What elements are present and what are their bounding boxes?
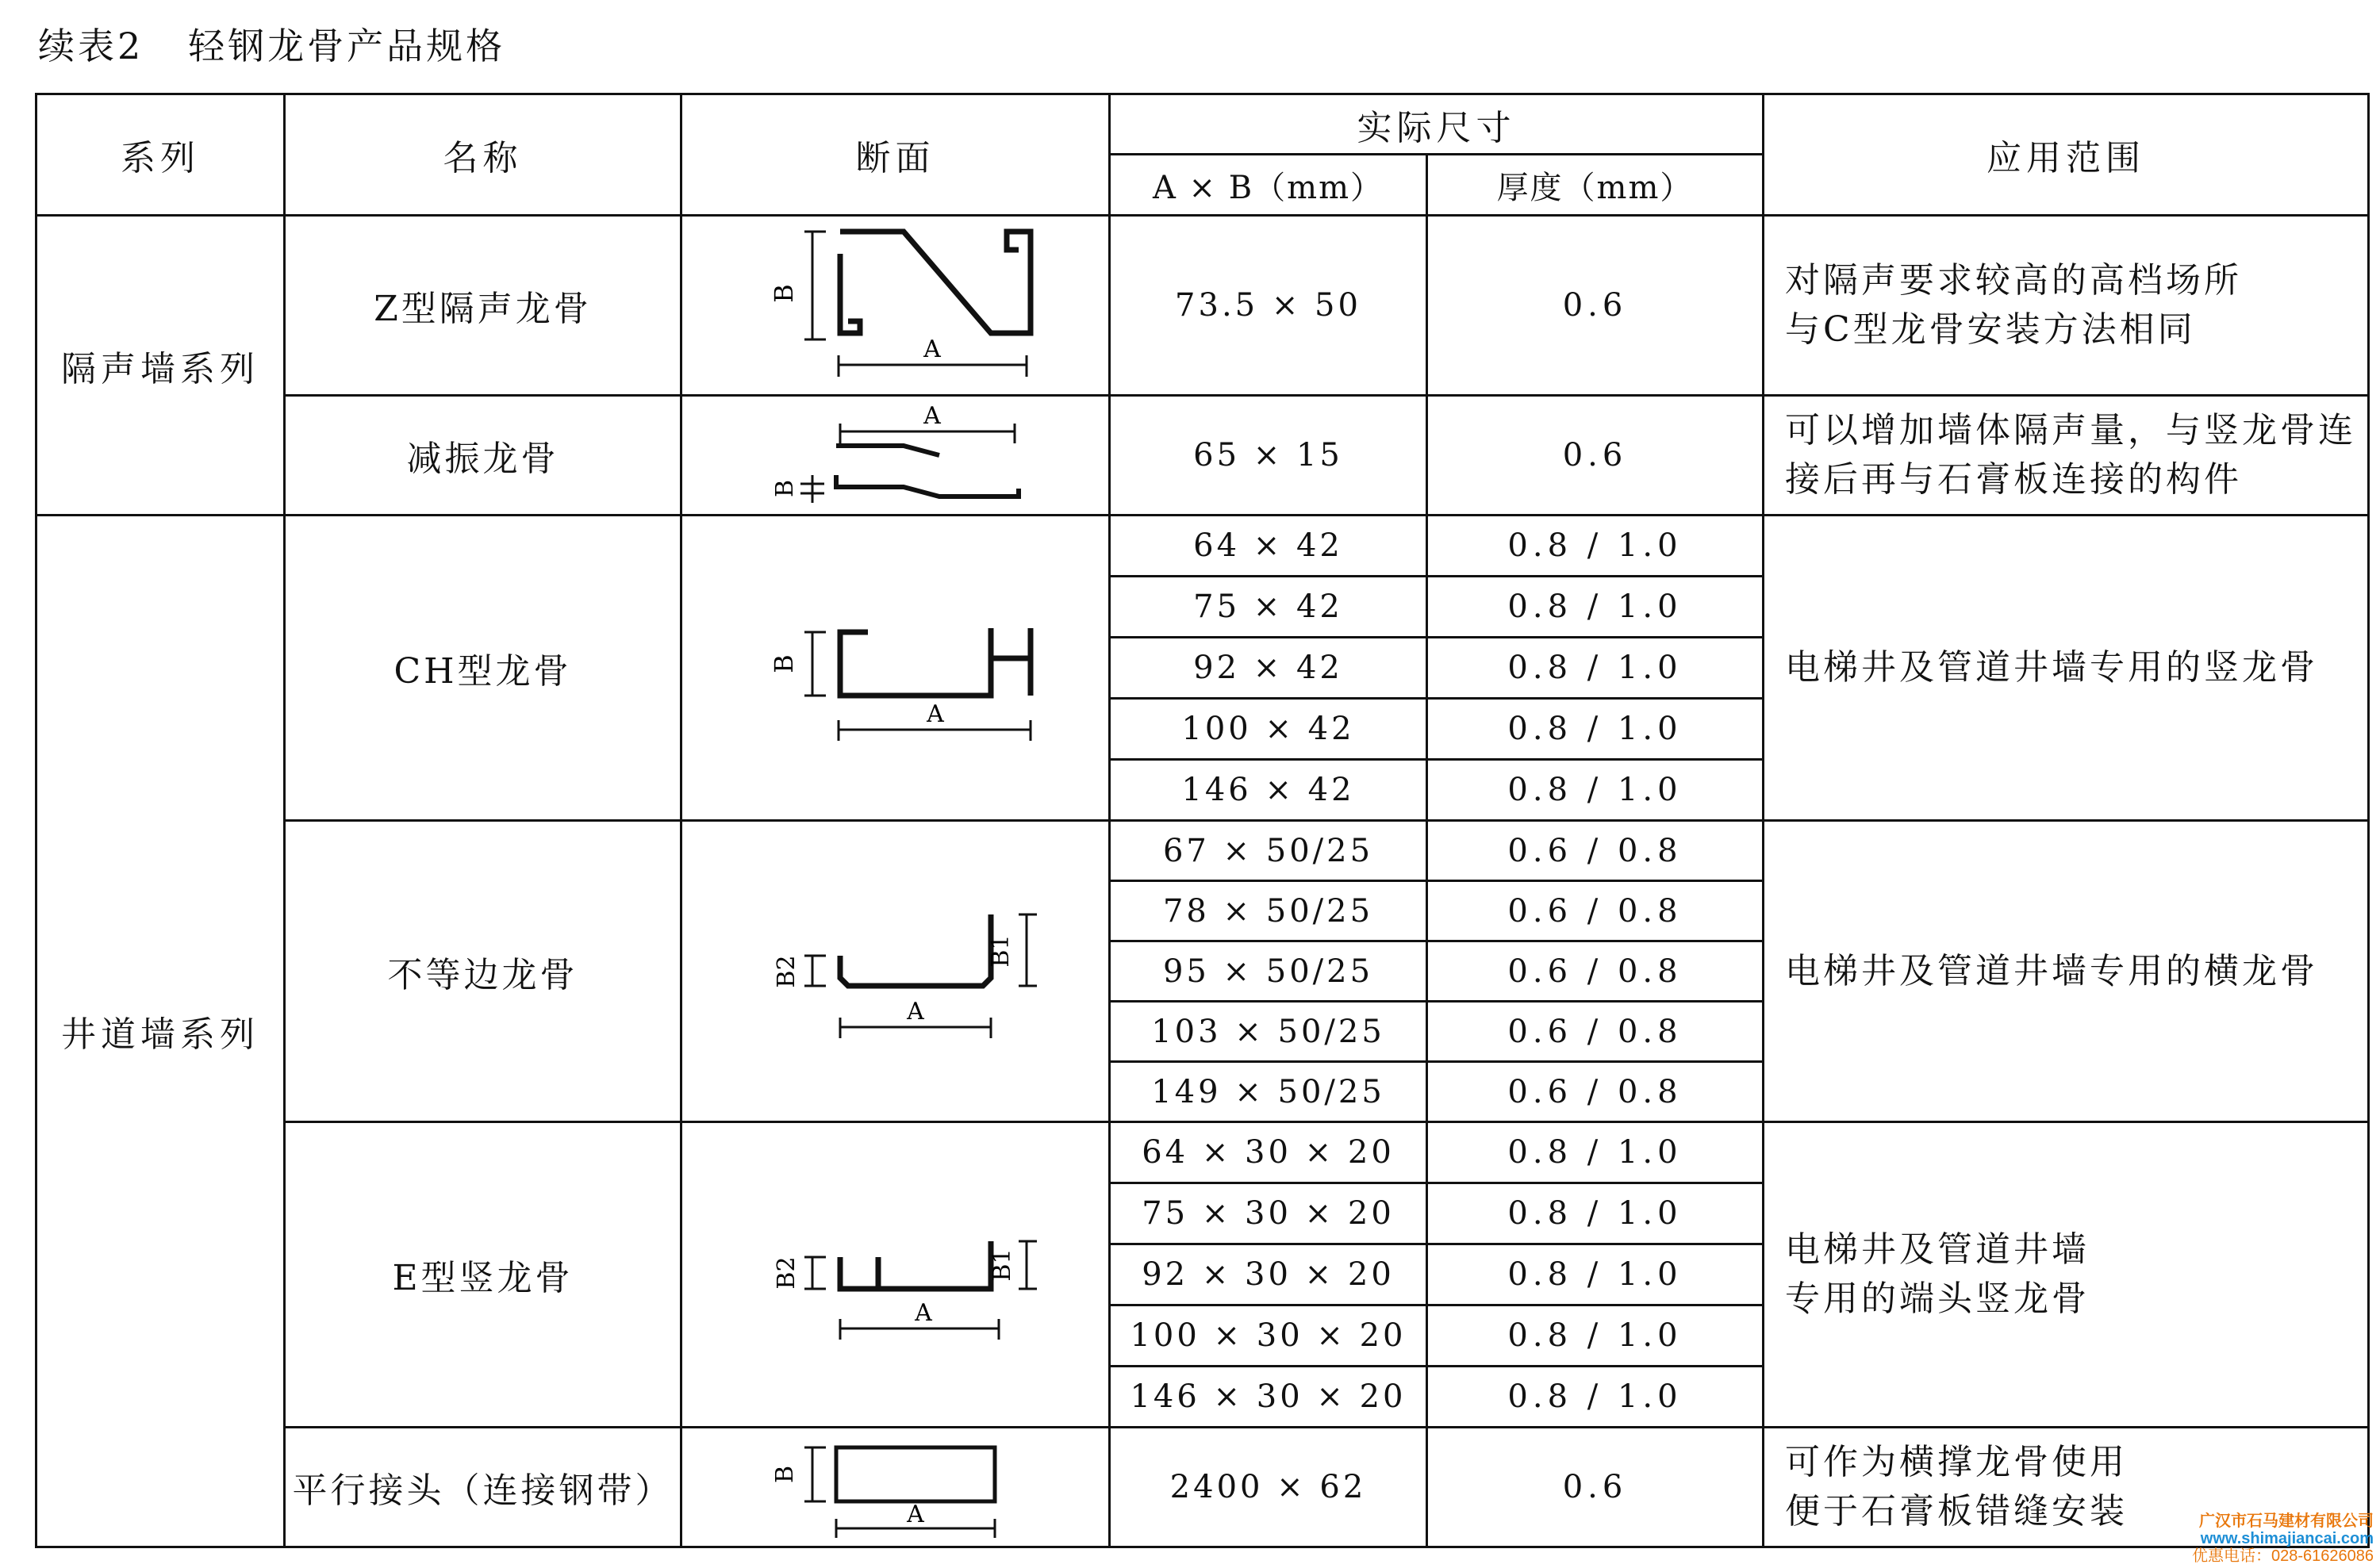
z-section-drawing	[753, 222, 1038, 389]
table-row	[36, 1122, 2369, 1183]
ch-dim-0: 64 × 42	[1110, 516, 1427, 577]
uneq-thick-2: 0.6 / 0.8	[1427, 941, 1764, 1002]
dim-label-b2: B2	[772, 1256, 800, 1290]
uneq-dim-0: 67 × 50/25	[1110, 821, 1427, 881]
product-name-ch: CH型龙骨	[285, 516, 681, 821]
watermark-phone: 优惠电话：028-61626086	[2191, 1547, 2374, 1565]
uneq-section-drawing	[753, 892, 1038, 1051]
uneq-thick-3: 0.6 / 0.8	[1427, 1002, 1764, 1062]
app-line: 专用的端头竖龙骨	[1785, 1279, 2090, 1319]
series-soundproof: 隔声墙系列	[36, 216, 285, 516]
watermark-company: 广汉市石马建材有限公司	[2199, 1512, 2374, 1530]
e-thick-0: 0.8 / 1.0	[1427, 1122, 1764, 1183]
e-thick-3: 0.8 / 1.0	[1427, 1305, 1764, 1367]
uneq-application	[1764, 821, 2369, 1122]
ch-application	[1764, 516, 2369, 821]
damp-thick-0: 0.6	[1427, 396, 1764, 516]
watermark-url: www.shimajiancai.com	[2200, 1530, 2374, 1547]
dim-label-a: A	[906, 997, 924, 1026]
ch-dim-2: 92 × 42	[1110, 638, 1427, 699]
dim-label-a: A	[923, 335, 941, 363]
e-dim-2: 92 × 30 × 20	[1110, 1244, 1427, 1305]
dim-label-b1: B1	[988, 1248, 1016, 1282]
uneq-dim-3: 103 × 50/25	[1110, 1002, 1427, 1062]
header-actual-size: 实际尺寸	[1110, 94, 1764, 155]
app-line: 对隔声要求较高的高档场所	[1785, 260, 2242, 301]
e-thick-1: 0.8 / 1.0	[1427, 1183, 1764, 1244]
section-e	[681, 1122, 1110, 1428]
dim-label-b: B	[768, 284, 799, 303]
section-ch	[681, 516, 1110, 821]
ch-thick-2: 0.8 / 1.0	[1427, 638, 1764, 699]
product-name-z: Z型隔声龙骨	[285, 216, 681, 396]
section-damp	[681, 396, 1110, 516]
product-name-e: E型竖龙骨	[285, 1122, 681, 1428]
company-watermark	[2192, 1512, 2374, 1565]
e-application	[1764, 1122, 2369, 1428]
uneq-thick-1: 0.6 / 0.8	[1427, 881, 1764, 941]
dim-label-a: A	[923, 402, 941, 430]
e-dim-3: 100 × 30 × 20	[1110, 1305, 1427, 1367]
table-row	[36, 1428, 2369, 1547]
ch-thick-1: 0.8 / 1.0	[1427, 577, 1764, 638]
table-row	[36, 516, 2369, 577]
joint-dim-0: 2400 × 62	[1110, 1428, 1427, 1547]
ch-dim-3: 100 × 42	[1110, 699, 1427, 760]
z-application	[1764, 216, 2369, 396]
table-caption: 续表2 轻钢龙骨产品规格	[38, 25, 506, 67]
uneq-dim-2: 95 × 50/25	[1110, 941, 1427, 1002]
product-name-joint: 平行接头（连接钢带）	[285, 1428, 681, 1547]
ch-thick-3: 0.8 / 1.0	[1427, 699, 1764, 760]
dim-label-b: B	[770, 479, 799, 498]
table-row	[36, 216, 2369, 396]
ch-thick-4: 0.8 / 1.0	[1427, 760, 1764, 821]
dim-label-a: A	[906, 1501, 924, 1528]
header-row	[36, 94, 2369, 155]
app-line: 电梯井及管道井墙专用的竖龙骨	[1785, 647, 2318, 688]
e-dim-0: 64 × 30 × 20	[1110, 1122, 1427, 1183]
ch-thick-0: 0.8 / 1.0	[1427, 516, 1764, 577]
damp-dim-0: 65 × 15	[1110, 396, 1427, 516]
app-line: 可以增加墙体隔声量，与竖龙骨连	[1785, 410, 2356, 450]
ch-section-drawing	[753, 588, 1038, 747]
series-shaft: 井道墙系列	[36, 516, 285, 1547]
dim-label-a: A	[914, 1299, 932, 1327]
app-line: 便于石膏板错缝安装	[1785, 1491, 2128, 1532]
app-line: 电梯井及管道井墙专用的横龙骨	[1785, 950, 2318, 991]
e-thick-2: 0.8 / 1.0	[1427, 1244, 1764, 1305]
header-section: 断面	[681, 94, 1110, 216]
header-axb: A × B（mm）	[1110, 155, 1427, 216]
uneq-thick-0: 0.6 / 0.8	[1427, 821, 1764, 881]
product-spec-table	[35, 93, 2370, 1548]
e-thick-4: 0.8 / 1.0	[1427, 1367, 1764, 1428]
dim-label-b1: B1	[986, 934, 1015, 968]
dim-label-b: B	[770, 1465, 799, 1484]
uneq-dim-1: 78 × 50/25	[1110, 881, 1427, 941]
ch-dim-1: 75 × 42	[1110, 577, 1427, 638]
uneq-dim-4: 149 × 50/25	[1110, 1062, 1427, 1122]
dim-label-b: B	[768, 654, 799, 673]
joint-section-drawing	[753, 1432, 1038, 1543]
app-line: 可作为横撑龙骨使用	[1785, 1442, 2128, 1482]
dim-label-b2: B2	[772, 954, 800, 988]
uneq-thick-4: 0.6 / 0.8	[1427, 1062, 1764, 1122]
app-line: 接后再与石膏板连接的构件	[1785, 459, 2242, 500]
damp-section-drawing	[753, 400, 1038, 511]
header-name: 名称	[285, 94, 681, 216]
table-row	[36, 821, 2369, 881]
section-joint	[681, 1428, 1110, 1547]
app-line: 与C型龙骨安装方法相同	[1785, 309, 2196, 350]
e-section-drawing	[753, 1195, 1038, 1354]
product-name-damp: 减振龙骨	[285, 396, 681, 516]
section-uneq	[681, 821, 1110, 1122]
section-z	[681, 216, 1110, 396]
app-line: 电梯井及管道井墙	[1785, 1229, 2090, 1270]
table-row	[36, 396, 2369, 516]
z-dim-0: 73.5 × 50	[1110, 216, 1427, 396]
z-thick-0: 0.6	[1427, 216, 1764, 396]
product-name-uneq: 不等边龙骨	[285, 821, 681, 1122]
header-thickness: 厚度（mm）	[1427, 155, 1764, 216]
header-application: 应用范围	[1764, 94, 2369, 216]
header-series: 系列	[36, 94, 285, 216]
e-dim-4: 146 × 30 × 20	[1110, 1367, 1427, 1428]
joint-thick-0: 0.6	[1427, 1428, 1764, 1547]
e-dim-1: 75 × 30 × 20	[1110, 1183, 1427, 1244]
damp-application	[1764, 396, 2369, 516]
ch-dim-4: 146 × 42	[1110, 760, 1427, 821]
dim-label-a: A	[926, 700, 944, 728]
